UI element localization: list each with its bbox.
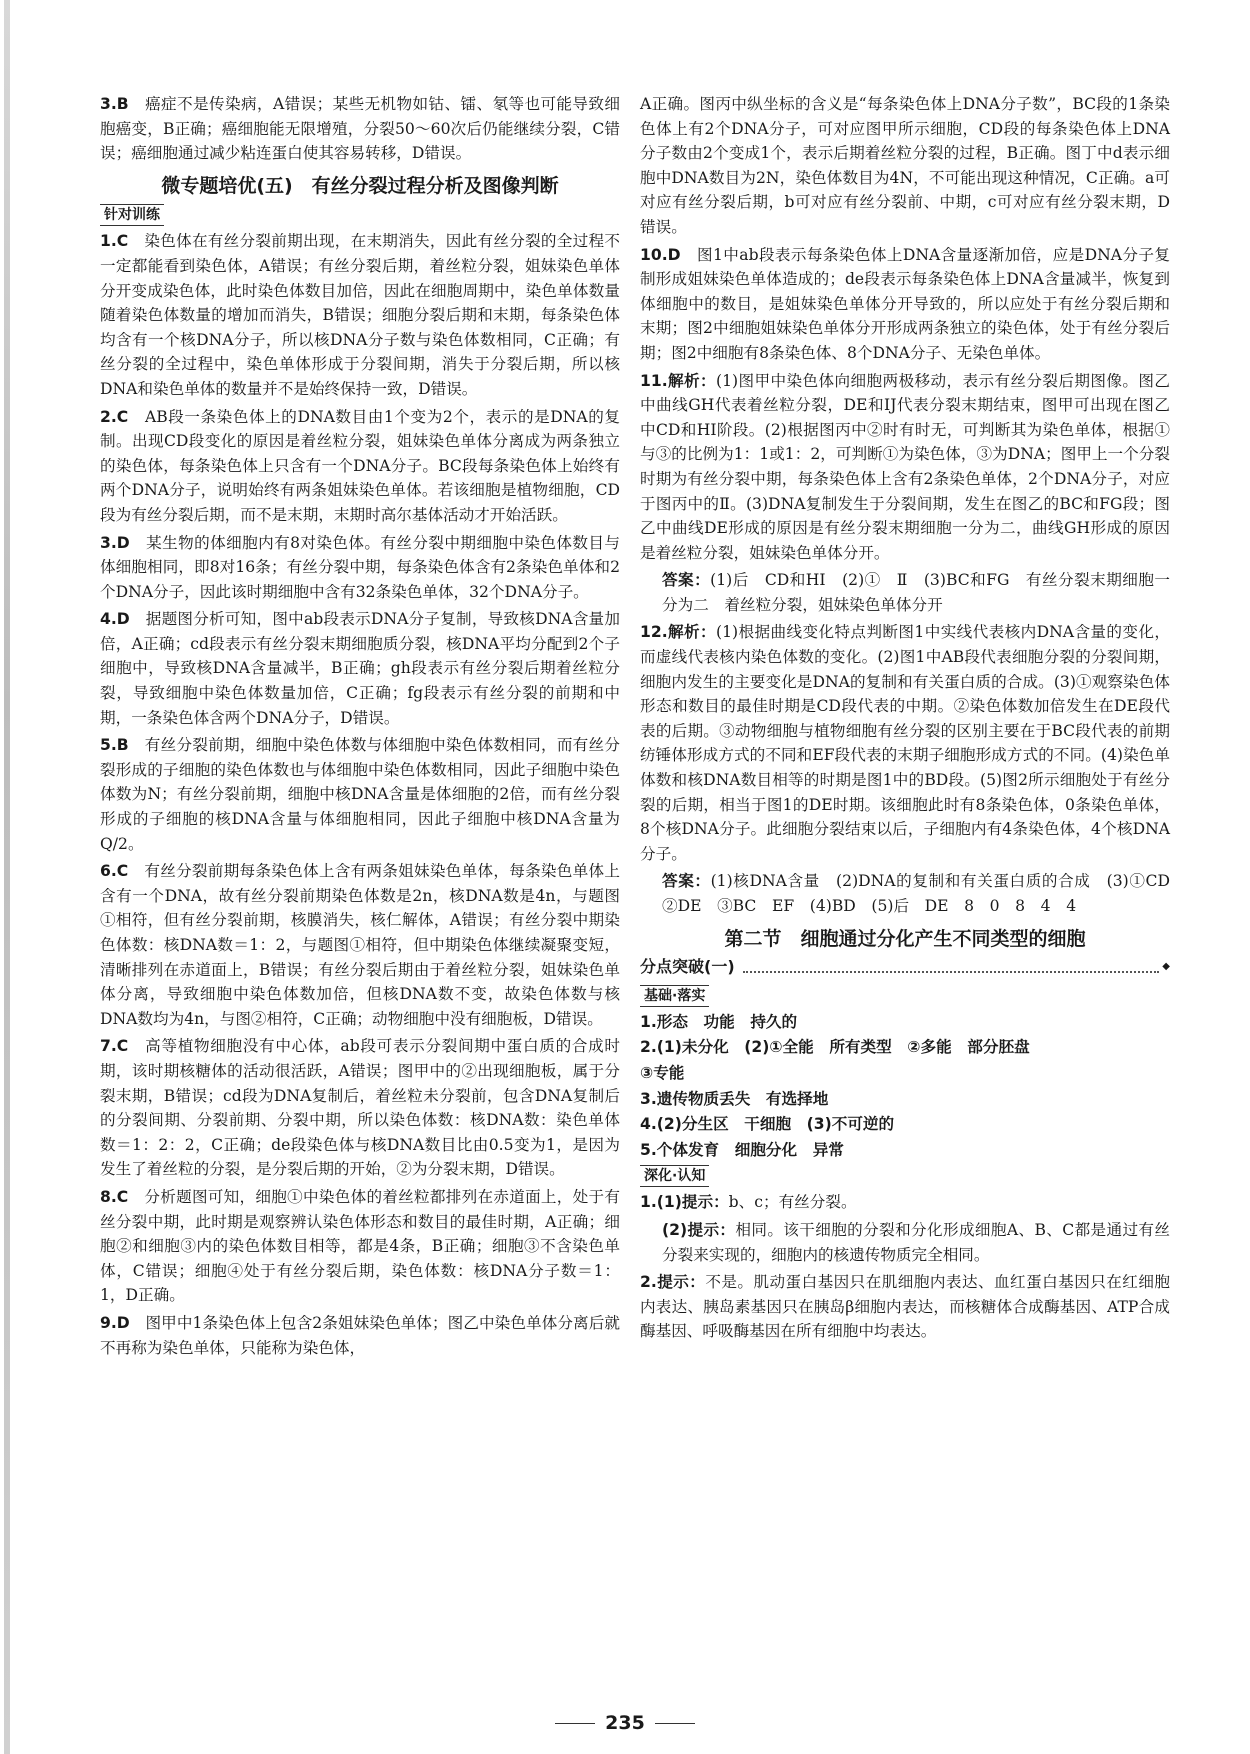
answer-item: 1.C 染色体在有丝分裂前期出现，在末期消失，因此有丝分裂的全过程不一定都能看到染色体，A错误；有丝分裂后期，着丝粒分裂，姐妹染色单体分开变成染色体，此时染色体数目加倍，因此在细胞周期中，染色单体数量随着染色体数量的增加而消失，B错误；细胞分裂后期和末期，每条染色体均含有一个核DNA分子，所以核DNA分子数与染色体数相同，C正确；有丝分裂的全过程中，染色单体形成于分裂间期，消失于分裂后期，所以核DNA和染色单体的数量并不是始终保持一致，D错误。 — [100, 232, 620, 398]
answer-item: 6.C 有丝分裂前期每条染色体上含有两条姐妹染色单体，每条染色单体上含有一个DNA，故有丝分裂前期染色体数是2n，核DNA数是4n，与题图①相符，但有丝分裂前期，核膜消失，核仁解体，A错误；有丝分裂中期染色体数：核DNA数＝1：2，与题图①相符，但中期染色体继续凝聚变短，清晰排列在赤道面上，B错误；有丝分裂后期由于着丝粒分裂，姐妹染色单体分离，导致细胞中染色体数加倍，但核DNA数不变，故染色体数与核DNA数均为4n，与图②相符，C正确；动物细胞中没有细胞板，D错误。 — [100, 862, 620, 1028]
basic-item: 1.形态 功能 持久的 — [640, 1012, 798, 1031]
basic-item: ③专能 — [640, 1063, 685, 1082]
dotted-rule — [743, 961, 1160, 973]
basic-item: 5.个体发育 细胞分化 异常 — [640, 1140, 844, 1159]
deep-item: 2.提示：不是。肌动蛋白基因只在肌细胞内表达、血红蛋白基因只在红细胞内表达、胰岛素基因只在胰岛β细胞内表达，而核糖体合成酶基因、ATP合成酶基因、呼吸酶基因在所有细胞中均表达。 — [640, 1273, 1170, 1341]
right-column — [640, 92, 1186, 1347]
deep-item: 1.(1)提示：b、c；有丝分裂。 — [640, 1193, 857, 1212]
answer-item: 9.D 图甲中1条染色体上包含2条姐妹染色单体；图乙中染色单体分离后就不再称为染色单体，只能称为染色体， — [100, 1313, 620, 1357]
section-title: 第二节 细胞通过分化产生不同类型的细胞 — [724, 927, 1086, 950]
answer-item: 12.解析：(1)根据曲线变化特点判断图1中实线代表核内DNA含量的变化，而虚线代表核内染色体数的变化。(2)图1中AB段代表细胞分裂的分裂间期，细胞内发生的主要变化是DNA的复制和有关蛋白质的合成。(3)①观察染色体形态和数目的最佳时期是CD段代表的中期。②染色体数加倍发生在DE段代表的后期。③动物细胞与植物细胞有丝分裂的区别主要在于BC段代表的前期纺锤体形成方式的不同和EF段代表的末期子细胞形成方式的不同。(4)染色单体数和核DNA数目相等的时期是图1中的BD段。(5)图2所示细胞处于有丝分裂的后期，相当于图1的DE时期。该细胞此时有8条染色体，0条染色单体，8个核DNA分子。此细胞分裂结束以后，子细胞内有4条染色体，4个核DNA分子。 — [640, 623, 1170, 863]
basic-item: 2.(1)未分化 (2)①全能 所有类型 ②多能 部分胚盘 — [640, 1038, 1030, 1057]
section-title: 微专题培优(五) 有丝分裂过程分析及图像判断 — [161, 174, 559, 197]
answer-continuation: A正确。图丙中纵坐标的含义是“每条染色体上DNA分子数”，BC段的1条染色体上有2个DNA分子，可对应图甲所示细胞，CD段的每条染色体上DNA分子数由2个变成1个，表示后期着丝粒分裂的过程，B正确。图丁中d表示细胞中DNA数目为2N，染色体数目为4N，不可能出现这种情况，C正确。a可对应有丝分裂后期，b可对应有丝分裂前、中期，c可对应有丝分裂末期，D错误。 — [640, 95, 1170, 236]
page-edge-shadow — [4, 0, 10, 1754]
answer-item: 2.C AB段一条染色体上的DNA数目由1个变为2个，表示的是DNA的复制。出现CD段变化的原因是着丝粒分裂，姐妹染色单体分离成为两条独立的染色体，每条染色体上只含有一个DNA分子。BC段每条染色体上始终有两个DNA分子，说明始终有两条姐妹染色单体。若该细胞是植物细胞，CD段为有丝分裂后期，而不是末期，末期时高尔基体活动才开始活跃。 — [100, 407, 620, 524]
page-number: 235 — [0, 1712, 1250, 1734]
deep-tag: 深化·认知 — [640, 1165, 709, 1187]
subheading: 分点突破(一) ◆ — [640, 955, 1170, 980]
answer-item: 7.C 高等植物细胞没有中心体，ab段可表示分裂间期中蛋白质的合成时期，该时期核糖体的活动很活跃，A错误；图甲中的②出现细胞板，属于分裂末期，B错误；cd段为DNA复制后，着丝粒未分裂前，包含DNA复制后的分裂间期、分裂前期、分裂中期，所以染色体数：核DNA数：染色单体数＝1：2：2，C正确；de段染色体与核DNA数目比由0.5变为1，是因为发生了着丝粒的分裂，是分裂后期的开始，②为分裂末期，D错误。 — [100, 1037, 620, 1179]
deep-item: (2)提示：相同。该干细胞的分裂和分化形成细胞A、B、C都是通过有丝分裂来实现的，细胞内的核遗传物质完全相同。 — [662, 1220, 1170, 1264]
left-column — [100, 92, 620, 1363]
answer-item: 10.D 图1中ab段表示每条染色体上DNA含量逐渐加倍，应是DNA分子复制形成姐妹染色单体造成的；de段表示每条染色体上DNA含量减半，恢复到体细胞中的数目，是姐妹染色单体分开导致的，所以应处于有丝分裂后期和末期；图2中细胞姐妹染色单体分开形成两条独立的染色体，处于有丝分裂后期；图2中细胞有8条染色体、8个DNA分子、无染色单体。 — [640, 245, 1170, 362]
diamond-icon: ◆ — [1162, 961, 1170, 973]
basic-item: 4.(2)分生区 干细胞 (3)不可逆的 — [640, 1115, 895, 1134]
answer-item: 3.D 某生物的体细胞内有8对染色体。有丝分裂中期细胞中染色体数目与体细胞相同，即8对16条；有丝分裂中期，每条染色体含有2条染色单体和2个DNA分子，因此该时期细胞中含有32条染色单体，32个DNA分子。 — [100, 533, 620, 601]
answer-item: 4.D 据题图分析可知，图中ab段表示DNA分子复制，导致核DNA含量加倍，A正确；cd段表示有丝分裂末期细胞质分裂，核DNA平均分配到2个子细胞中，导致核DNA含量减半，B正确；gh段表示有丝分裂后期着丝粒分裂，导致细胞中染色体数量加倍，C正确；fg段表示有丝分裂的前期和中期，一条染色体含两个DNA分子，D错误。 — [100, 610, 620, 727]
answer-line: 答案：(1)后 CD和HI (2)① Ⅱ (3)BC和FG 有丝分裂末期细胞一分为二 着丝粒分裂，姐妹染色单体分开 — [662, 571, 1170, 614]
practice-tag: 针对训练 — [100, 204, 164, 226]
answer-item: 5.B 有丝分裂前期，细胞中染色体数与体细胞中染色体数相同，而有丝分裂形成的子细胞的染色体数也与体细胞中染色体数相同，因此子细胞中染色体数为N；有丝分裂前期，细胞中核DNA含量是体细胞的2倍，而有丝分裂形成的子细胞的核DNA含量与体细胞相同，因此子细胞中核DNA含量为Q/2。 — [100, 736, 620, 853]
basic-item: 3.遗传物质丢失 有选择地 — [640, 1089, 829, 1108]
answer-item: 3.B 癌症不是传染病，A错误；某些无机物如钴、镭、氡等也可能导致细胞癌变，B正确；癌细胞能无限增殖，分裂50～60次后仍能继续分裂，C错误；癌细胞通过减少粘连蛋白使其容易转移，D错误。 — [100, 95, 620, 163]
basic-tag: 基础·落实 — [640, 985, 709, 1007]
answer-item: 11.解析：(1)图甲中染色体向细胞两极移动，表示有丝分裂后期图像。图乙中曲线GH代表着丝粒分裂，DE和IJ代表分裂末期结束，图甲可出现在图乙中CD和HI阶段。(2)根据图丙中②时有时无，可判断其为染色单体，根据①与③的比例为1：1或1：2，可判断①为染色体，③为DNA；图甲上一个分裂时期为有丝分裂中期，每条染色体上含有2条染色单体，2个DNA分子，对应于图丙中的Ⅱ。(3)DNA复制发生于分裂间期，发生在图乙的BC和FG段；图乙中曲线DE形成的原因是有丝分裂末期细胞一分为二，曲线GH形成的原因是着丝粒分裂，姐妹染色单体分开。 — [640, 371, 1170, 562]
answer-line: 答案：(1)核DNA含量 (2)DNA的复制和有关蛋白质的合成 (3)①CD ②DE ③BC EF (4)BD (5)后 DE 8 0 8 4 4 — [662, 872, 1186, 915]
answer-item: 8.C 分析题图可知，细胞①中染色体的着丝粒都排列在赤道面上，处于有丝分裂中期，此时期是观察辨认染色体形态和数目的最佳时期，A正确；细胞②和细胞③内的染色体数目相等，都是4条，B正确；细胞③不含染色单体，C错误；细胞④处于有丝分裂后期，染色体数：核DNA分子数＝1：1，D正确。 — [100, 1187, 620, 1305]
